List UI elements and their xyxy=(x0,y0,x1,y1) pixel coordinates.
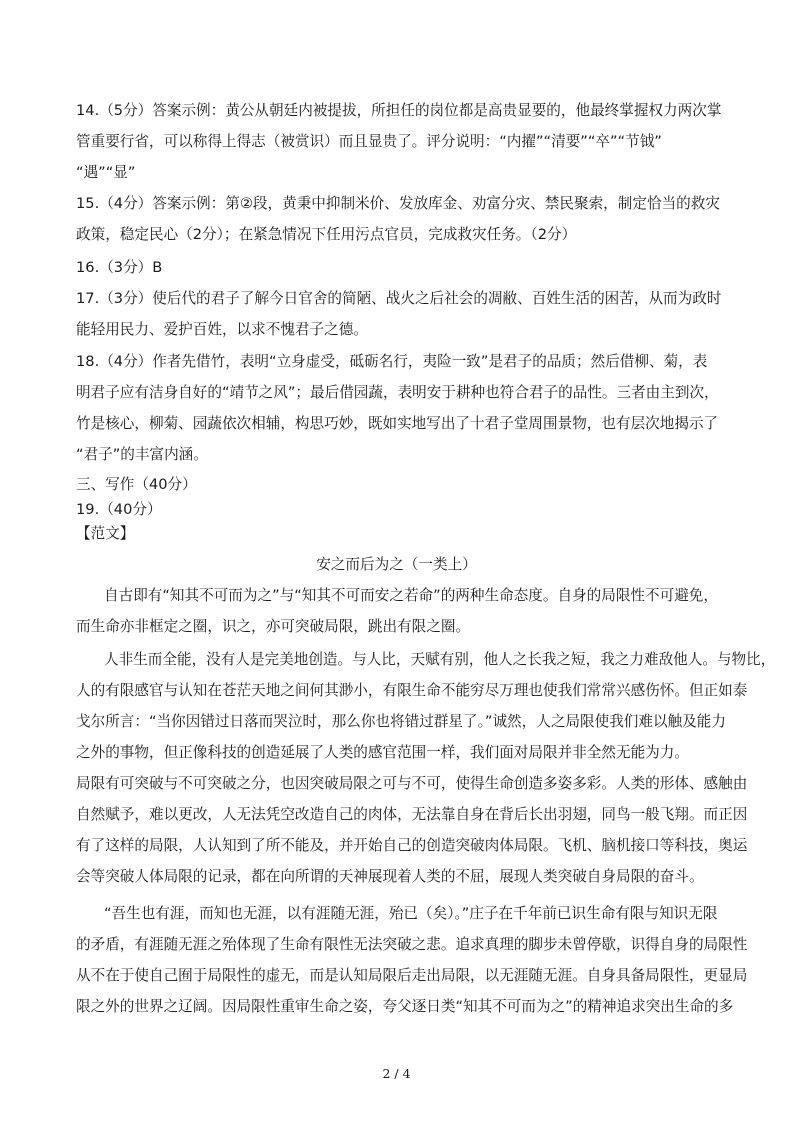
answer-16: 16.（3分）B xyxy=(76,259,163,276)
answer-18-line-3: 竹是核心，柳菊、园蔬依次相辅，构思巧妙，既如实地写出了十君子堂周围景物，也有层次地揭示了 xyxy=(76,415,719,432)
question-19: 19.（40分） xyxy=(76,501,162,518)
essay-paragraph-4-line-3: 从不在于使自己囿于局限性的虚无，而是认知局限后走出局限，以无涯随无涯。自身具备局限性，更显局 xyxy=(76,967,748,984)
sample-essay-label: 【范文】 xyxy=(76,525,135,542)
essay-paragraph-4-line-2: 的矛盾，有涯随无涯之殆体现了生命有限性无法突破之悲。追求真理的脚步未曾停歇，识得自身的局限性 xyxy=(76,936,748,953)
essay-paragraph-4-line-1: “吾生也有涯，而知也无涯，以有涯随无涯，殆已（矣）。”庄子在千年前已识生命有限与知识无限 xyxy=(104,905,718,922)
essay-paragraph-3-line-3: 有了这样的局限，人认知到了所不能及，并开始自己的创造突破肉体局限。飞机、脑机接口等科技，奥运 xyxy=(76,837,748,854)
essay-paragraph-2-line-1: 人非生而全能，没有人是完美地创造。与人比，天赋有别，他人之长我之短，我之力难敌他人。与物比， xyxy=(104,651,776,668)
essay-paragraph-2-line-2: 人的有限感官与认知在苍茫天地之间何其渺小，有限生命不能穷尽万理也使我们常常兴感伤怀。但正如泰 xyxy=(76,682,748,699)
answer-17-line-2: 能轻用民力、爱护百姓，以求不愧君子之德。 xyxy=(76,321,368,338)
section-heading: 三、写作（40分） xyxy=(76,476,197,493)
answer-17-line-1: 17.（3分）使后代的君子了解今日官舍的简陋、战火之后社会的凋敝、百姓生活的困苦，从而为政时 xyxy=(76,290,722,307)
answer-14-line-2: 管重要行省，可以称得上得志（被赏识）而且显贵了。评分说明：“内擢”“清要”“卒”“节钺” xyxy=(76,133,662,150)
answer-18-line-4: “君子”的丰富内涵。 xyxy=(76,446,208,463)
essay-paragraph-3-line-4: 会等突破人体局限的记录，都在向所谓的天神展现着人类的不屈，展现人类突破自身局限的奋斗。 xyxy=(76,868,704,885)
essay-paragraph-1-line-2: 而生命亦非框定之圈，识之，亦可突破局限，跳出有限之圈。 xyxy=(76,618,471,635)
essay-paragraph-2-line-3: 戈尔所言：“当你因错过日落而哭泣时，那么你也将错过群星了。”诚然，人之局限使我们难以触及能力 xyxy=(76,713,726,730)
answer-14-line-3: “遇”“显” xyxy=(76,164,136,181)
essay-paragraph-1-line-1: 自古即有“知其不可而为之”与“知其不可而安之若命”的两种生命态度。自身的局限性不可避免， xyxy=(104,587,718,604)
answer-15-line-2: 政策，稳定民心（2分）；在紧急情况下任用污点官员，完成救灾任务。（2分） xyxy=(76,226,577,243)
answer-15-line-1: 15.（4分）答案示例：第②段，黄秉中抑制米价、发放库金、劝富分灾、禁民聚索，制定恰当的救灾 xyxy=(76,195,720,212)
essay-paragraph-4-line-4: 限之外的世界之辽阔。因局限性重审生命之姿，夸父逐日类“知其不可而为之”的精神追求突出生命的多 xyxy=(76,998,734,1015)
answer-18-line-2: 明君子应有洁身自好的“靖节之风”；最后借园蔬，表明安于耕种也符合君子的品性。三者由主到次， xyxy=(76,384,719,401)
answer-14-line-1: 14.（5分）答案示例：黄公从朝廷内被提拔，所担任的岗位都是高贵显要的，他最终掌握权力两次掌 xyxy=(76,102,722,119)
essay-paragraph-2-line-4: 之外的事物，但正像科技的创造延展了人类的感官范围一样，我们面对局限并非全然无能为力。 xyxy=(76,744,689,761)
page-number: 2 / 4 xyxy=(382,1066,411,1081)
answer-18-line-1: 18.（4分）作者先借竹，表明“立身虚受，砥砺名行，夷险一致”是君子的品质；然后借柳、菊，表 xyxy=(76,353,708,370)
essay-paragraph-3-line-2: 自然赋予，难以更改，人无法凭空改造自己的肉体，无法靠自身在背后长出羽翅，同鸟一般飞翔。而正因 xyxy=(76,806,748,823)
essay-paragraph-3-line-1: 局限有可突破与不可突破之分，也因突破局限之可与不可，使得生命创造多姿多彩。人类的形体、感触由 xyxy=(76,775,748,792)
essay-title: 安之而后为之（一类上） xyxy=(316,556,477,573)
